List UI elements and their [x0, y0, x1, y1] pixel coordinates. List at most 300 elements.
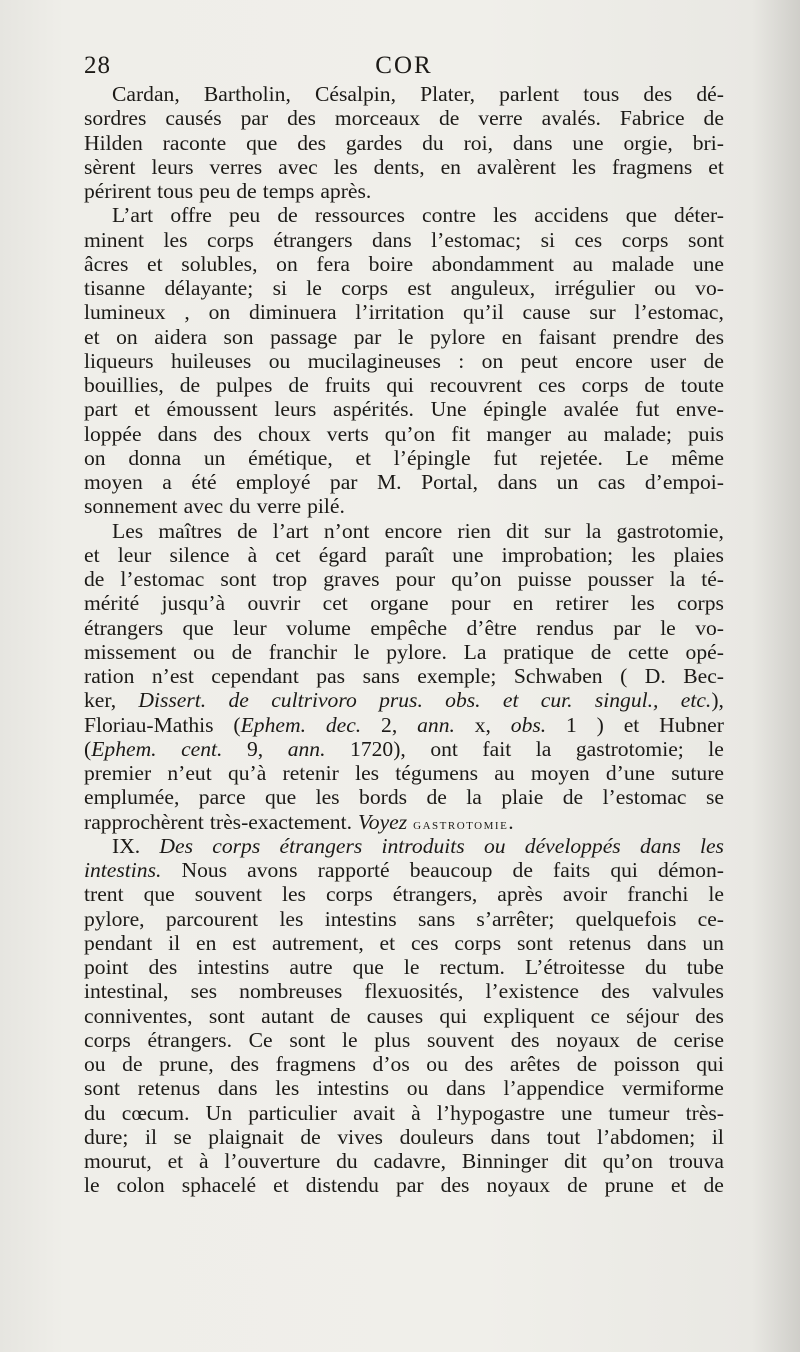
word [84, 543, 100, 567]
word [168, 931, 180, 955]
word [393, 882, 478, 906]
text-run: cette [627, 639, 669, 664]
text-run: des [510, 1027, 540, 1052]
text-run: les [275, 1076, 300, 1101]
text-run: té- [701, 567, 724, 591]
word [370, 616, 447, 640]
word [144, 882, 175, 906]
word [84, 228, 144, 252]
text-run: enve- [676, 397, 724, 422]
word [466, 616, 516, 640]
text-run: fit [451, 421, 471, 446]
text-run: tégumens [395, 761, 479, 785]
word [439, 1004, 467, 1028]
text-run: des [440, 1173, 470, 1198]
word [591, 1004, 610, 1028]
text-run: la [535, 736, 552, 761]
text-run: pilé. [307, 494, 345, 519]
text-run: nombreuses [239, 979, 343, 1004]
text-run: corps [207, 227, 254, 252]
word [541, 228, 555, 252]
word [628, 640, 669, 664]
text-run: volume [286, 615, 351, 640]
word [182, 1173, 256, 1197]
text-run: et [708, 154, 724, 179]
text-run: sont [289, 1027, 326, 1052]
word [695, 276, 724, 300]
text-run: graves [323, 567, 380, 591]
text-run: l’abdomen; [596, 1124, 696, 1149]
text-run: lumineux [84, 300, 166, 325]
text-run: les [281, 882, 306, 907]
word [84, 470, 143, 494]
word [374, 155, 425, 179]
text-run: est [407, 276, 432, 300]
text-run: 1 [566, 712, 577, 737]
page-number: 28 [84, 52, 111, 79]
text-line [84, 858, 724, 882]
word [204, 446, 226, 470]
text-run: pratique [503, 639, 574, 664]
word [165, 276, 254, 300]
word [289, 1028, 325, 1052]
text-run: de [644, 373, 665, 397]
word [273, 276, 287, 300]
word [84, 931, 152, 955]
word [233, 616, 267, 640]
text-run: diminuera [249, 300, 337, 325]
text-run: plaignait [208, 1124, 284, 1149]
word [626, 203, 657, 227]
text-line [84, 1052, 724, 1076]
text-run: leurs [274, 397, 317, 422]
text-run: retenus [137, 1076, 201, 1101]
word [84, 882, 124, 906]
word [427, 1028, 494, 1052]
text-run: de [438, 106, 460, 131]
text-run: de [277, 203, 298, 228]
text-run: sont [516, 930, 553, 955]
word [373, 1052, 410, 1076]
word [193, 640, 215, 664]
text-run: paraît [384, 542, 435, 567]
text-run: se [173, 1124, 192, 1149]
text-run: parcourent [165, 906, 259, 931]
word [421, 470, 478, 494]
text-run: pousser [587, 567, 654, 591]
text-run: Portal, [421, 470, 479, 494]
text-run: retenus [568, 930, 632, 955]
word [372, 228, 412, 252]
text-run: d’être [466, 615, 517, 640]
text-line [84, 519, 724, 543]
word [171, 349, 251, 373]
text-run: avec [183, 494, 224, 519]
word [184, 494, 224, 518]
text-run: du [84, 1100, 106, 1125]
text-run: s’arrêter; [476, 906, 555, 931]
text-run: de [512, 858, 533, 882]
word [606, 761, 655, 785]
word [693, 131, 724, 155]
word [514, 664, 603, 688]
word [286, 616, 351, 640]
word [363, 664, 400, 688]
text-run: qui [386, 373, 414, 397]
word [617, 519, 724, 543]
text-run: trouva [668, 1149, 724, 1173]
text-line [84, 446, 724, 470]
text-run: Les [112, 518, 144, 543]
text-run: de [122, 1052, 143, 1076]
text-run: parlent [499, 82, 560, 106]
text-run: au [572, 251, 594, 276]
word [306, 276, 322, 300]
word [588, 567, 654, 591]
text-run: recouvrent [429, 373, 523, 397]
text-line [84, 494, 724, 518]
text-run: ), [711, 688, 724, 713]
text-run: de [84, 567, 105, 591]
text-line [84, 470, 724, 494]
text-run: huileuses [170, 348, 252, 373]
text-run: après [497, 882, 543, 907]
word [576, 907, 677, 931]
word [476, 907, 554, 931]
italic-run: les [699, 833, 724, 858]
text-run: moyen [530, 761, 590, 785]
word [410, 858, 493, 882]
text-run: de [237, 518, 258, 543]
word [557, 470, 579, 494]
word [197, 955, 269, 979]
word [418, 907, 455, 931]
text-run: choux [258, 421, 311, 446]
text-run: une [572, 130, 604, 155]
text-run: tous [583, 82, 620, 106]
word [248, 1101, 337, 1125]
word [272, 931, 364, 955]
word [122, 1101, 190, 1125]
text-run: pulpes [216, 373, 273, 397]
word [374, 1028, 410, 1052]
word [342, 1028, 358, 1052]
text-run: étrangers. [147, 1027, 232, 1052]
word [84, 252, 128, 276]
word [168, 1149, 184, 1173]
text-line [84, 179, 724, 203]
text-run: fut [635, 397, 660, 422]
word [181, 252, 257, 276]
word [84, 979, 169, 1003]
italic-run: introduits [381, 833, 465, 858]
text-run: peu [199, 179, 231, 203]
text-run: anguleux, [450, 276, 536, 300]
word [166, 907, 258, 931]
word [698, 907, 724, 931]
word [283, 761, 339, 785]
text-run: malade; [603, 421, 672, 446]
text-run: noyaux [486, 1173, 551, 1198]
text-run: que [264, 785, 297, 810]
text-run: noyaux [556, 1027, 620, 1052]
word [626, 446, 649, 470]
word [400, 1125, 474, 1149]
word [279, 907, 303, 931]
italic-run: et [502, 688, 519, 713]
text-run: et [147, 251, 163, 276]
text-run: les [315, 785, 340, 810]
word [386, 640, 447, 664]
text-run: très-exactement. [209, 809, 352, 834]
text-run: autant [261, 1003, 314, 1028]
word [316, 664, 345, 688]
word [163, 131, 227, 155]
text-run: démon- [658, 858, 724, 882]
word [627, 882, 688, 906]
word [454, 931, 501, 955]
text-run: Floriau-Mathis [84, 712, 214, 737]
word [497, 882, 543, 906]
text-run: que [182, 615, 214, 640]
word [394, 446, 471, 470]
text-run: , [184, 300, 190, 325]
word [326, 882, 373, 906]
word [437, 1101, 545, 1125]
word [536, 737, 552, 761]
word [208, 1125, 284, 1149]
text-run: ce- [697, 906, 724, 931]
text-run: et [84, 324, 100, 349]
text-run: ou [406, 1076, 429, 1101]
text-run: tube [686, 955, 724, 979]
text-run: gardes [345, 130, 403, 155]
word [249, 1028, 273, 1052]
text-run: gastrotomie; [575, 736, 684, 761]
text-run: ses [190, 979, 218, 1004]
text-run: à [198, 1149, 209, 1173]
text-run: parce [198, 785, 246, 810]
text-run: qu’à [227, 761, 267, 785]
word [523, 300, 571, 324]
text-run: a [162, 470, 172, 494]
text-run: les [279, 906, 304, 931]
word [487, 1173, 551, 1197]
text-run: Ce [248, 1027, 273, 1052]
text-run: mérité [84, 591, 140, 616]
word [317, 1076, 389, 1100]
word [483, 1004, 574, 1028]
text-run: Schwaben [513, 664, 603, 688]
italic-run: ou [483, 833, 506, 858]
text-run: fragmens [275, 1052, 356, 1076]
text-run: ou [426, 1052, 448, 1076]
word [84, 349, 154, 373]
word [407, 276, 431, 300]
text-run: D. [644, 664, 666, 688]
word [230, 1052, 259, 1076]
text-line [84, 1076, 724, 1100]
text-run: sur [589, 300, 616, 325]
text-run: de [703, 106, 724, 131]
word [511, 713, 546, 737]
text-run: de [567, 1173, 588, 1198]
text-line [84, 106, 724, 130]
text-line [84, 979, 724, 1003]
word [158, 422, 198, 446]
word [446, 1076, 486, 1100]
text-run: l’art [272, 518, 309, 543]
word [273, 519, 309, 543]
word [84, 1173, 100, 1197]
word [232, 931, 256, 955]
word [540, 446, 603, 470]
word [521, 349, 558, 373]
word [518, 567, 572, 591]
text-line [84, 907, 724, 931]
word [181, 858, 227, 882]
text-run: La [463, 639, 487, 664]
text-run: poisson [613, 1052, 680, 1076]
word [620, 106, 685, 130]
text-run: sordres [84, 106, 147, 131]
word [213, 422, 242, 446]
italic-run: Voyez [357, 809, 408, 834]
word [647, 931, 687, 955]
italic-run: de [228, 688, 249, 713]
word [695, 325, 724, 349]
word [572, 131, 603, 155]
text-run: tout [546, 1124, 581, 1149]
text-run: Un [205, 1100, 233, 1125]
word [573, 252, 593, 276]
word [325, 373, 371, 397]
text-run: il [711, 1124, 724, 1149]
word [555, 276, 635, 300]
text-run: le [708, 736, 724, 761]
word [637, 1028, 657, 1052]
word [229, 203, 260, 227]
word [681, 373, 724, 397]
text-run: qu’on [384, 421, 436, 446]
text-run: suture [671, 761, 724, 785]
word [539, 325, 597, 349]
text-run: trop [272, 567, 308, 591]
word [316, 785, 340, 809]
word [603, 785, 687, 809]
text-run: sont [688, 227, 724, 252]
word [417, 664, 496, 688]
text-run: minent [84, 227, 144, 252]
word [84, 858, 161, 882]
word [249, 300, 337, 324]
text-run: des [643, 82, 673, 106]
word [669, 1149, 724, 1173]
text-run: des [297, 130, 326, 155]
word [582, 373, 629, 397]
word [359, 785, 407, 809]
word [466, 785, 482, 809]
text-run: plaies [673, 542, 724, 567]
word [288, 373, 308, 397]
text-run: valvules [651, 979, 724, 1004]
word [597, 1125, 695, 1149]
text-run: Hubner [659, 712, 724, 737]
text-run: on [116, 324, 138, 349]
word [358, 810, 407, 834]
word [541, 688, 573, 712]
text-run: autrement, [272, 930, 364, 955]
text-run: sont [220, 567, 257, 591]
word [525, 955, 625, 979]
word [134, 397, 150, 421]
word [199, 179, 230, 203]
text-run: rien [457, 518, 491, 543]
word [147, 1028, 232, 1052]
text-run: corps [677, 591, 724, 616]
text-run: arêtes [509, 1052, 561, 1076]
text-run: à [411, 1100, 421, 1125]
text-run: fera [316, 251, 350, 276]
word [712, 1125, 724, 1149]
word [654, 276, 676, 300]
text-run: rapporté [317, 858, 390, 882]
word [671, 1173, 687, 1197]
word [575, 349, 633, 373]
italic-run: ann. [287, 736, 326, 761]
italic-run: singul., [594, 688, 659, 713]
text-run: irrégulier [554, 276, 635, 300]
italic-run: ann. [417, 712, 455, 737]
word [275, 543, 300, 567]
text-run: un [556, 470, 579, 494]
text-run: ( [233, 712, 241, 737]
word [658, 858, 724, 882]
word [138, 1076, 200, 1100]
text-run: tous [157, 179, 194, 203]
word [84, 1004, 193, 1028]
text-run: se [705, 785, 724, 810]
text-run: accidens [534, 203, 609, 228]
text-line [84, 688, 724, 712]
word [417, 713, 455, 737]
text-run: qui [439, 1003, 467, 1028]
word [306, 1173, 379, 1197]
text-run: la [466, 785, 482, 810]
text-run: l’estomac [602, 785, 687, 810]
text-run: opé- [685, 639, 724, 664]
text-line [84, 131, 724, 155]
word [337, 1125, 383, 1149]
text-run: dans [446, 1076, 486, 1101]
text-run: une [560, 1100, 593, 1125]
text-run: même [671, 445, 724, 470]
text-run: rendus [536, 615, 594, 640]
word [595, 688, 659, 712]
text-run: raconte [162, 130, 227, 155]
word [297, 131, 326, 155]
text-run: qu’on [451, 567, 502, 591]
word [241, 106, 269, 130]
text-run: puis [687, 421, 724, 446]
text-run: intestins [197, 955, 270, 979]
text-run: encore [575, 348, 633, 373]
text-run: n’ont [323, 518, 370, 543]
word [613, 325, 679, 349]
text-run: la [585, 518, 602, 543]
text-run: Fabrice [619, 106, 685, 131]
word [84, 1028, 131, 1052]
